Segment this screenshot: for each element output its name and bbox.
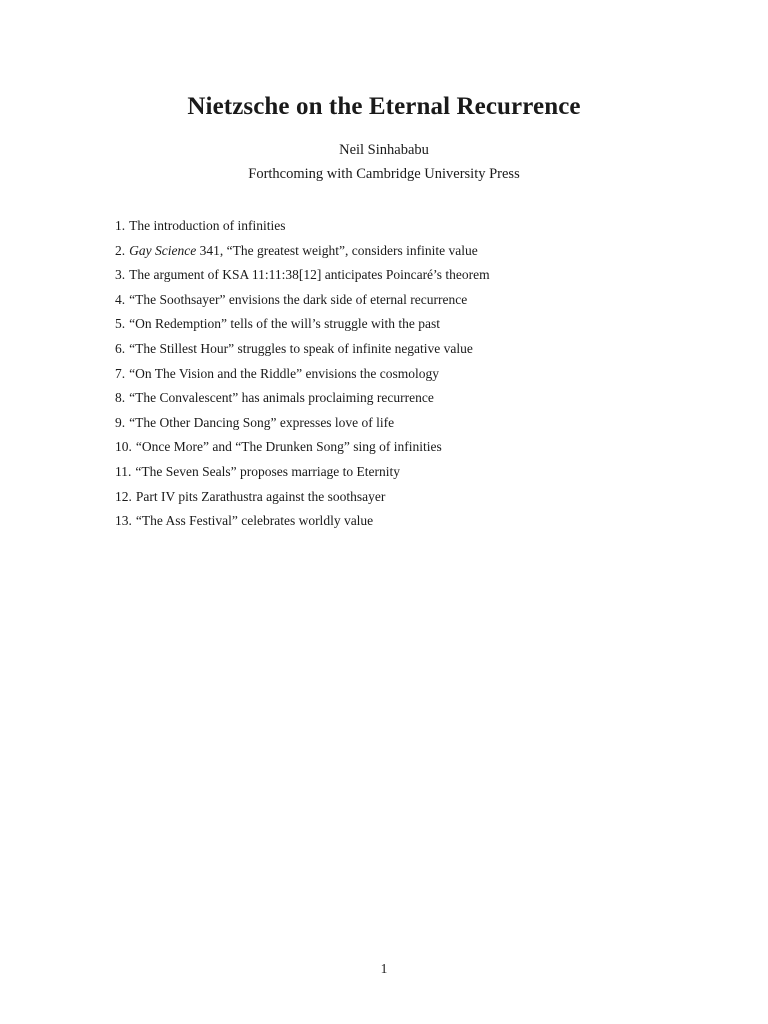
toc-item bbox=[115, 485, 490, 510]
toc-item bbox=[115, 263, 490, 288]
toc-item-text: 341, “The greatest weight”, considers infinite value bbox=[196, 242, 478, 258]
toc-item bbox=[115, 337, 490, 362]
toc-item-number: 13. bbox=[115, 513, 132, 529]
toc-item-number: 5. bbox=[115, 316, 126, 332]
toc-item-text: “Once More” and “The Drunken Song” sing of infinities bbox=[135, 439, 442, 455]
toc-item bbox=[115, 288, 490, 313]
author-name: Neil Sinhababu bbox=[339, 142, 429, 158]
table-of-contents bbox=[115, 214, 490, 534]
toc-item-number: 6. bbox=[115, 340, 126, 356]
toc-item-number: 2. bbox=[115, 242, 126, 258]
toc-item bbox=[115, 214, 490, 239]
toc-item bbox=[115, 362, 490, 387]
toc-item-text: The introduction of infinities bbox=[129, 218, 286, 233]
toc-item-text: “The Soothsayer” envisions the dark side of eternal recurrence bbox=[129, 291, 468, 307]
toc-item-text: “On Redemption” tells of the will’s struggle with the past bbox=[129, 316, 440, 332]
toc-item-text: “The Stillest Hour” struggles to speak of infinite negative value bbox=[129, 340, 473, 356]
toc-item-number: 3. bbox=[115, 267, 126, 283]
toc-item-text: Part IV pits Zarathustra against the soothsayer bbox=[135, 488, 386, 504]
publication-note: Forthcoming with Cambridge University Press bbox=[248, 166, 520, 182]
toc-item-italic-title: Gay Science bbox=[129, 242, 197, 258]
page-number: 1 bbox=[380, 961, 388, 976]
toc-item-number: 4. bbox=[115, 291, 126, 307]
toc-item-number: 10. bbox=[115, 439, 132, 455]
document-title: Nietzsche on the Eternal Recurrence bbox=[187, 93, 581, 120]
toc-item-text: “The Seven Seals” proposes marriage to Eternity bbox=[135, 463, 401, 479]
toc-item-number: 12. bbox=[115, 488, 132, 504]
toc-item-text: “The Other Dancing Song” expresses love of life bbox=[129, 414, 395, 430]
toc-item-text: “The Ass Festival” celebrates worldly value bbox=[135, 513, 374, 529]
toc-item bbox=[115, 386, 490, 411]
toc-item-number: 8. bbox=[115, 390, 126, 406]
toc-item bbox=[115, 460, 490, 485]
toc-item-number: 11. bbox=[115, 463, 132, 479]
toc-item-number: 1. bbox=[115, 218, 126, 233]
toc-item bbox=[115, 435, 490, 460]
toc-item-number: 7. bbox=[115, 365, 126, 381]
toc-item bbox=[115, 509, 490, 534]
toc-item bbox=[115, 411, 490, 436]
toc-item-text: “The Convalescent” has animals proclaiming recurrence bbox=[129, 390, 434, 406]
toc-item bbox=[115, 312, 490, 337]
toc-item-number: 9. bbox=[115, 414, 126, 430]
toc-item-text: “On The Vision and the Riddle” envisions the cosmology bbox=[129, 365, 440, 381]
toc-item bbox=[115, 239, 490, 264]
toc-item-text: The argument of KSA 11:11:38[12] anticipates Poincaré’s theorem bbox=[129, 267, 490, 283]
